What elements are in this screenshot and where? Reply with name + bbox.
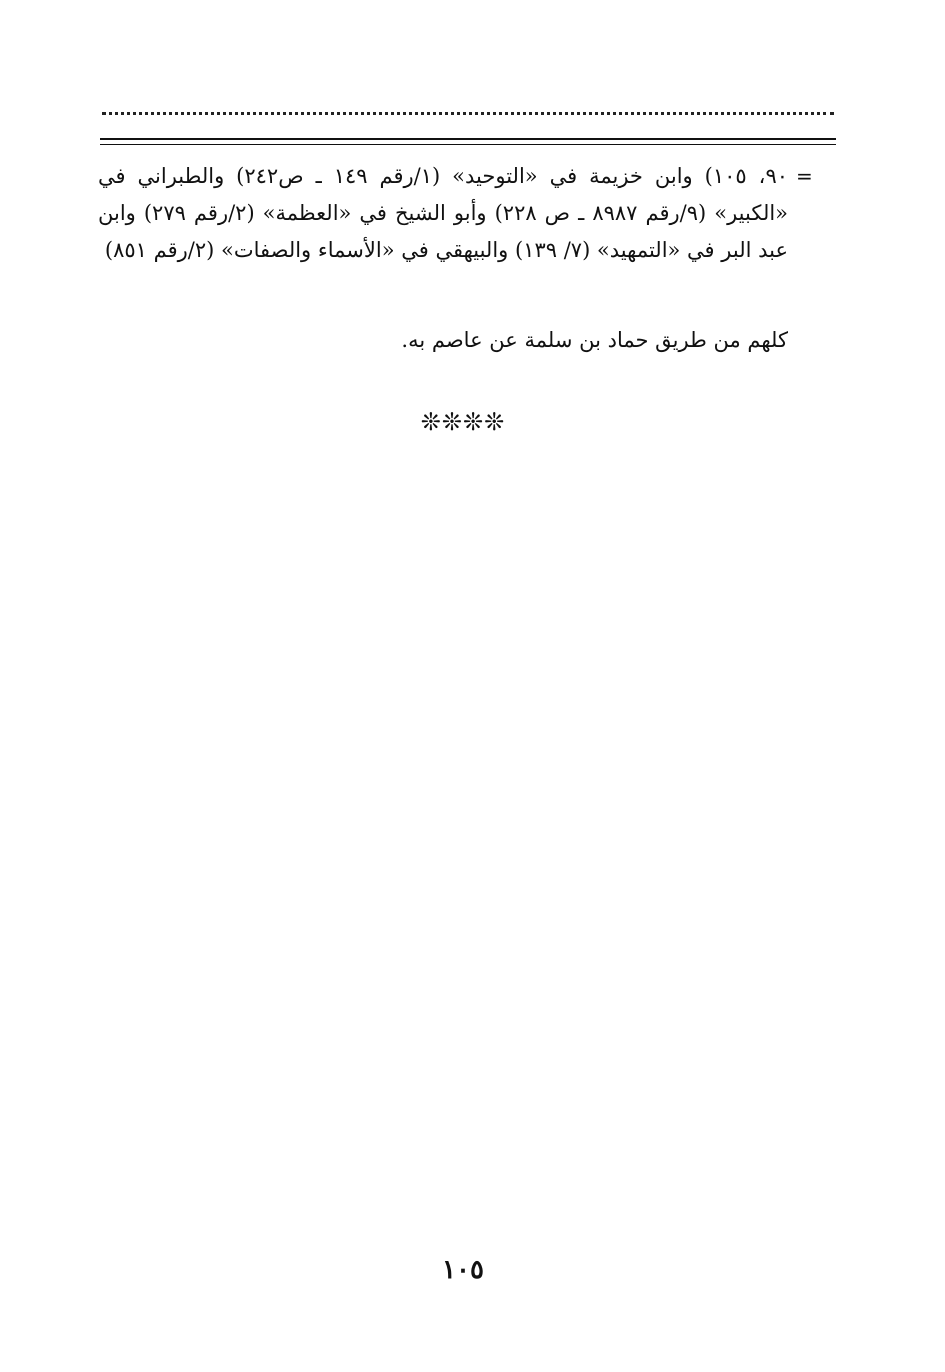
section-divider-ornament: ❊❊❊❊: [420, 408, 506, 436]
footnote-summary: كلهم من طريق حماد بن سلمة عن عاصم به.: [401, 328, 788, 352]
page-number: ١٠٥: [442, 1255, 484, 1285]
dotted-separator: [102, 112, 834, 115]
continuation-mark: =: [796, 164, 813, 188]
footnote-text: ٩٠، ١٠٥) وابن خزيمة في «التوحيد» (١/رقم ١٤٩ ـ ص٢٤٢) والطبراني في «الكبير» (٩/رقم ٨٩٨٧ ـ ص ٢٢٨) وأبو الشيخ في «العظمة» (٢/رقم ٢٧٩) وابن عبد البر في «التمهيد» (٧/ ١٣٩) والبيهقي في «الأسماء والصفات» (٢/رقم ٨٥١): [98, 164, 789, 262]
footnote-separator-rule: [100, 138, 836, 145]
